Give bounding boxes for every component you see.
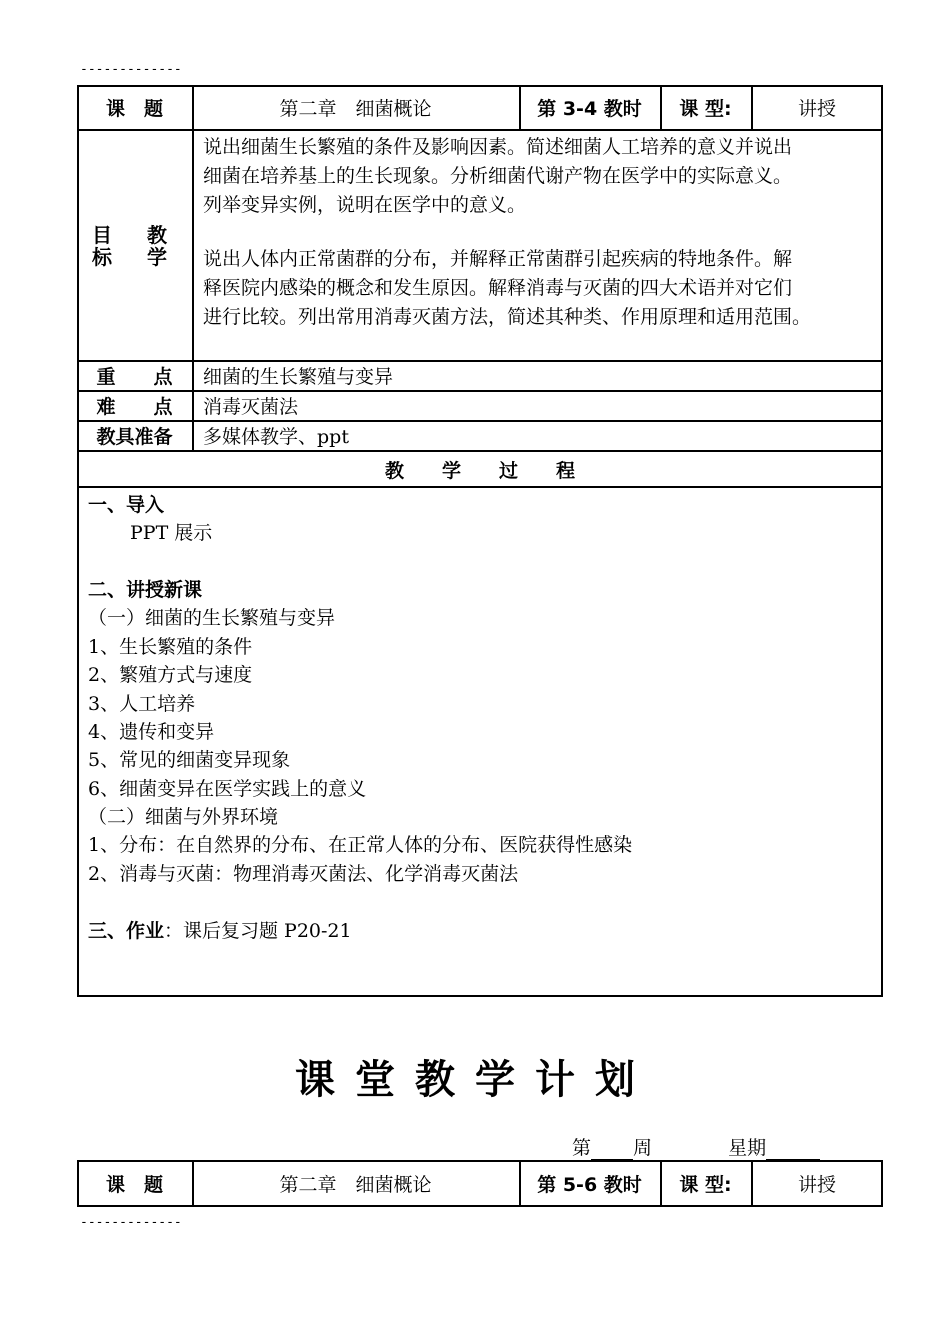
list-item: 1、生长繁殖的条件 [88, 636, 253, 658]
objectives-label-col2: 教 学 [147, 223, 167, 269]
week-suffix: 周 [633, 1137, 653, 1159]
tools-value: 多媒体教学、ppt [203, 426, 349, 448]
intro-text: PPT 展示 [130, 522, 213, 544]
separator-top: ------------- [80, 62, 182, 77]
intro-heading: 一、导入 [88, 494, 165, 516]
week-line [572, 1133, 820, 1160]
list-item: 4、遗传和变异 [88, 721, 215, 743]
key-point-label: 重 点 [96, 366, 173, 388]
type-label: 课 型: [679, 97, 732, 120]
topic-value-2: 第二章 细菌概论 [279, 1174, 432, 1196]
list-item: 2、消毒与灭菌：物理消毒灭菌法、化学消毒灭菌法 [88, 863, 519, 885]
process-header: 教 学 过 程 [384, 459, 575, 482]
separator-bottom: ------------- [80, 1215, 182, 1230]
list-item: 2、繁殖方式与速度 [88, 664, 253, 686]
objectives-label-col1: 目 标 [92, 223, 112, 269]
period-label: 第 3-4 教时 [537, 97, 642, 120]
tools-label: 教具准备 [96, 426, 173, 448]
type-value-2: 讲授 [797, 1174, 836, 1196]
homework-line [88, 916, 352, 943]
week-prefix: 第 [572, 1137, 592, 1159]
topic-label-2: 课 题 [105, 1174, 163, 1196]
topic-value: 第二章 细菌概论 [279, 97, 432, 120]
homework-heading: 三、作业 [88, 920, 165, 942]
topic-label: 课 题 [105, 97, 163, 120]
key-point-value: 细菌的生长繁殖与变异 [203, 366, 394, 388]
homework-text: ：课后复习题 P20-21 [164, 920, 352, 942]
list-item: 1、分布：在自然界的分布、在正常人体的分布、医院获得性感染 [88, 834, 633, 856]
week-blank[interactable] [591, 1141, 633, 1160]
section-1-heading: （一）细菌的生长繁殖与变异 [88, 607, 336, 629]
weekday-label: 星期 [728, 1137, 767, 1159]
section-2-heading: （二）细菌与外界环境 [88, 806, 279, 828]
list-item: 6、细菌变异在医学实践上的意义 [88, 778, 367, 800]
weekday-blank[interactable] [766, 1141, 820, 1160]
difficulty-label: 难 点 [96, 396, 173, 418]
objectives-paragraph-1: 说出细菌生长繁殖的条件及影响因素。简述细菌人工培养的意义并说出 细菌在培养基上的生长现象。分析细菌代谢产物在医学中的实际意义。 列举变异实例，说明在医学中的意义。 [203, 136, 793, 216]
objectives-paragraph-2: 说出人体内正常菌群的分布，并解释正常菌群引起疾病的特地条件。解 释医院内感染的概念和发生原因。解释消毒与灭菌的四大术语并对它们 进行比较。列出常用消毒灭菌方法，简述其种类、作用原理和适用范围。 [203, 248, 812, 328]
plan-title: 课堂教学计划 [295, 1057, 655, 1103]
type-value: 讲授 [797, 97, 836, 120]
difficulty-value: 消毒灭菌法 [203, 396, 299, 418]
list-item: 5、常见的细菌变异现象 [88, 749, 291, 771]
new-lesson-heading: 二、讲授新课 [88, 579, 203, 601]
period-label-2: 第 5-6 教时 [537, 1174, 642, 1196]
type-label-2: 课 型: [679, 1174, 732, 1196]
list-item: 3、人工培养 [88, 693, 196, 715]
